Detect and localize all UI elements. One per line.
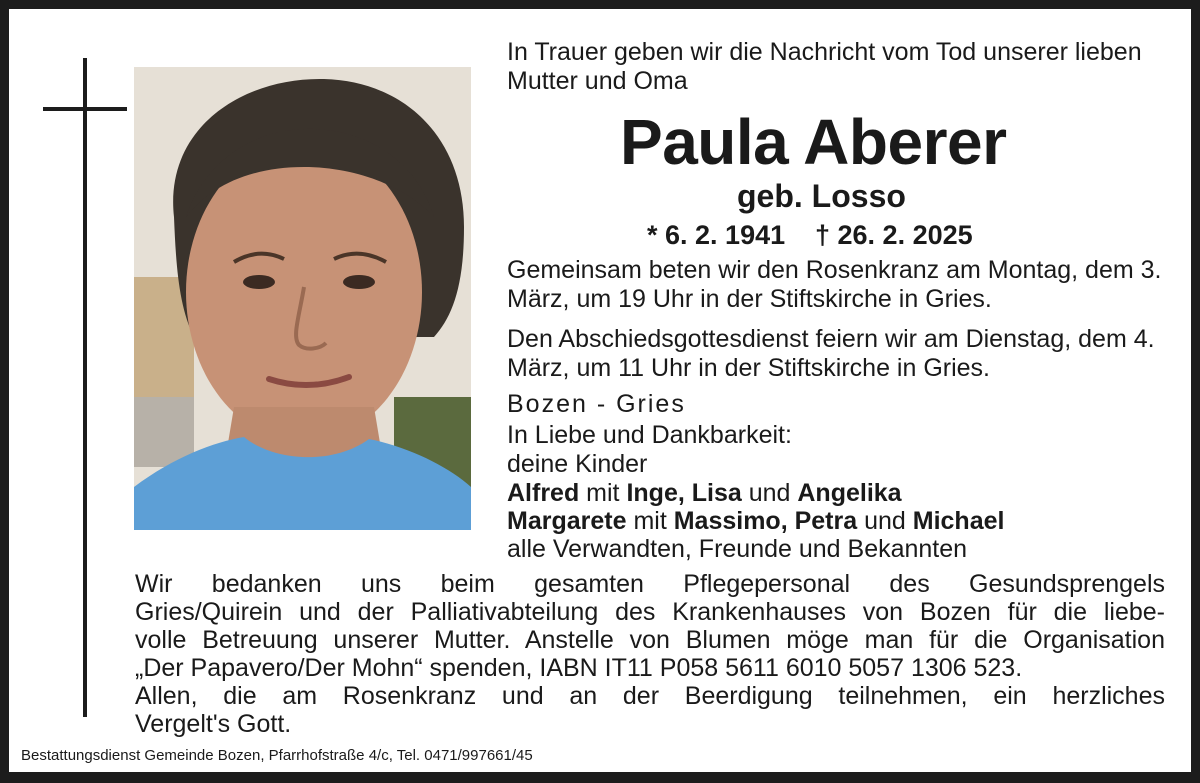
family-connector: mit (579, 479, 627, 507)
family-names: Massimo, Petra (673, 507, 858, 535)
thanks-line: „Der Papavero/Der Mohn“ spenden, IABN IT11 P058 5611 6010 5057 1306 523. (135, 654, 1023, 682)
family-line-2 (507, 507, 1004, 536)
place-text: Bozen - Gries (507, 390, 686, 418)
children-label: deine Kinder (507, 450, 648, 478)
thanks-line: Vergelt's Gott. (135, 710, 292, 738)
thanks-line: Gries/Quirein und der Palliativabteilung des Krankenhauses von Bozen für die liebe- (135, 598, 1165, 626)
family-name-michael: Michael (912, 507, 1005, 535)
maiden-name: geb. Losso (737, 178, 906, 214)
rosary-announcement: Gemeinsam beten wir den Rosenkranz am Montag, dem 3. März, um 19 Uhr in der Stiftskirche in Gries. (507, 256, 1162, 313)
family-line-1 (507, 479, 902, 508)
funeral-service-footer: Bestattungsdienst Gemeinde Bozen, Pfarrhofstraße 4/c, Tel. 0471/997661/45 (21, 747, 533, 764)
family-names: Inge, Lisa (626, 479, 742, 507)
family-name-alfred: Alfred (507, 479, 580, 507)
deceased-name: Paula Aberer (620, 106, 1007, 178)
thanks-line: Allen, die am Rosenkranz und an der Beerdigung teilnehmen, ein herzliches (135, 682, 1165, 710)
thanks-line: volle Betreuung unserer Mutter. Anstelle von Blumen möge man für die Organisation (135, 626, 1165, 654)
portrait-illustration (134, 67, 471, 530)
family-connector: und (741, 479, 798, 507)
portrait-photo (134, 67, 471, 530)
family-connector: und (857, 507, 913, 535)
family-connector: mit (626, 507, 674, 535)
funeral-announcement: Den Abschiedsgottesdienst feiern wir am Dienstag, dem 4. März, um 11 Uhr in der Stiftskirche in Gries. (507, 325, 1155, 382)
love-line: In Liebe und Dankbarkeit: (507, 421, 792, 449)
relatives-line: alle Verwandten, Freunde und Bekannten (507, 535, 968, 563)
birth-date: * 6. 2. 1941 (647, 220, 786, 250)
death-date: † 26. 2. 2025 (815, 220, 973, 250)
cross-vertical-bar (83, 58, 87, 717)
thanks-line: Wir bedanken uns beim gesamten Pflegepersonal des Gesundsprengels (135, 570, 1165, 598)
family-name-margarete: Margarete (507, 507, 627, 535)
family-name-angelika: Angelika (797, 479, 902, 507)
cross-horizontal-bar (43, 107, 127, 111)
intro-text: In Trauer geben wir die Nachricht vom Tod unserer lieben Mutter und Oma (507, 38, 1142, 95)
thanks-paragraph (135, 570, 1165, 738)
